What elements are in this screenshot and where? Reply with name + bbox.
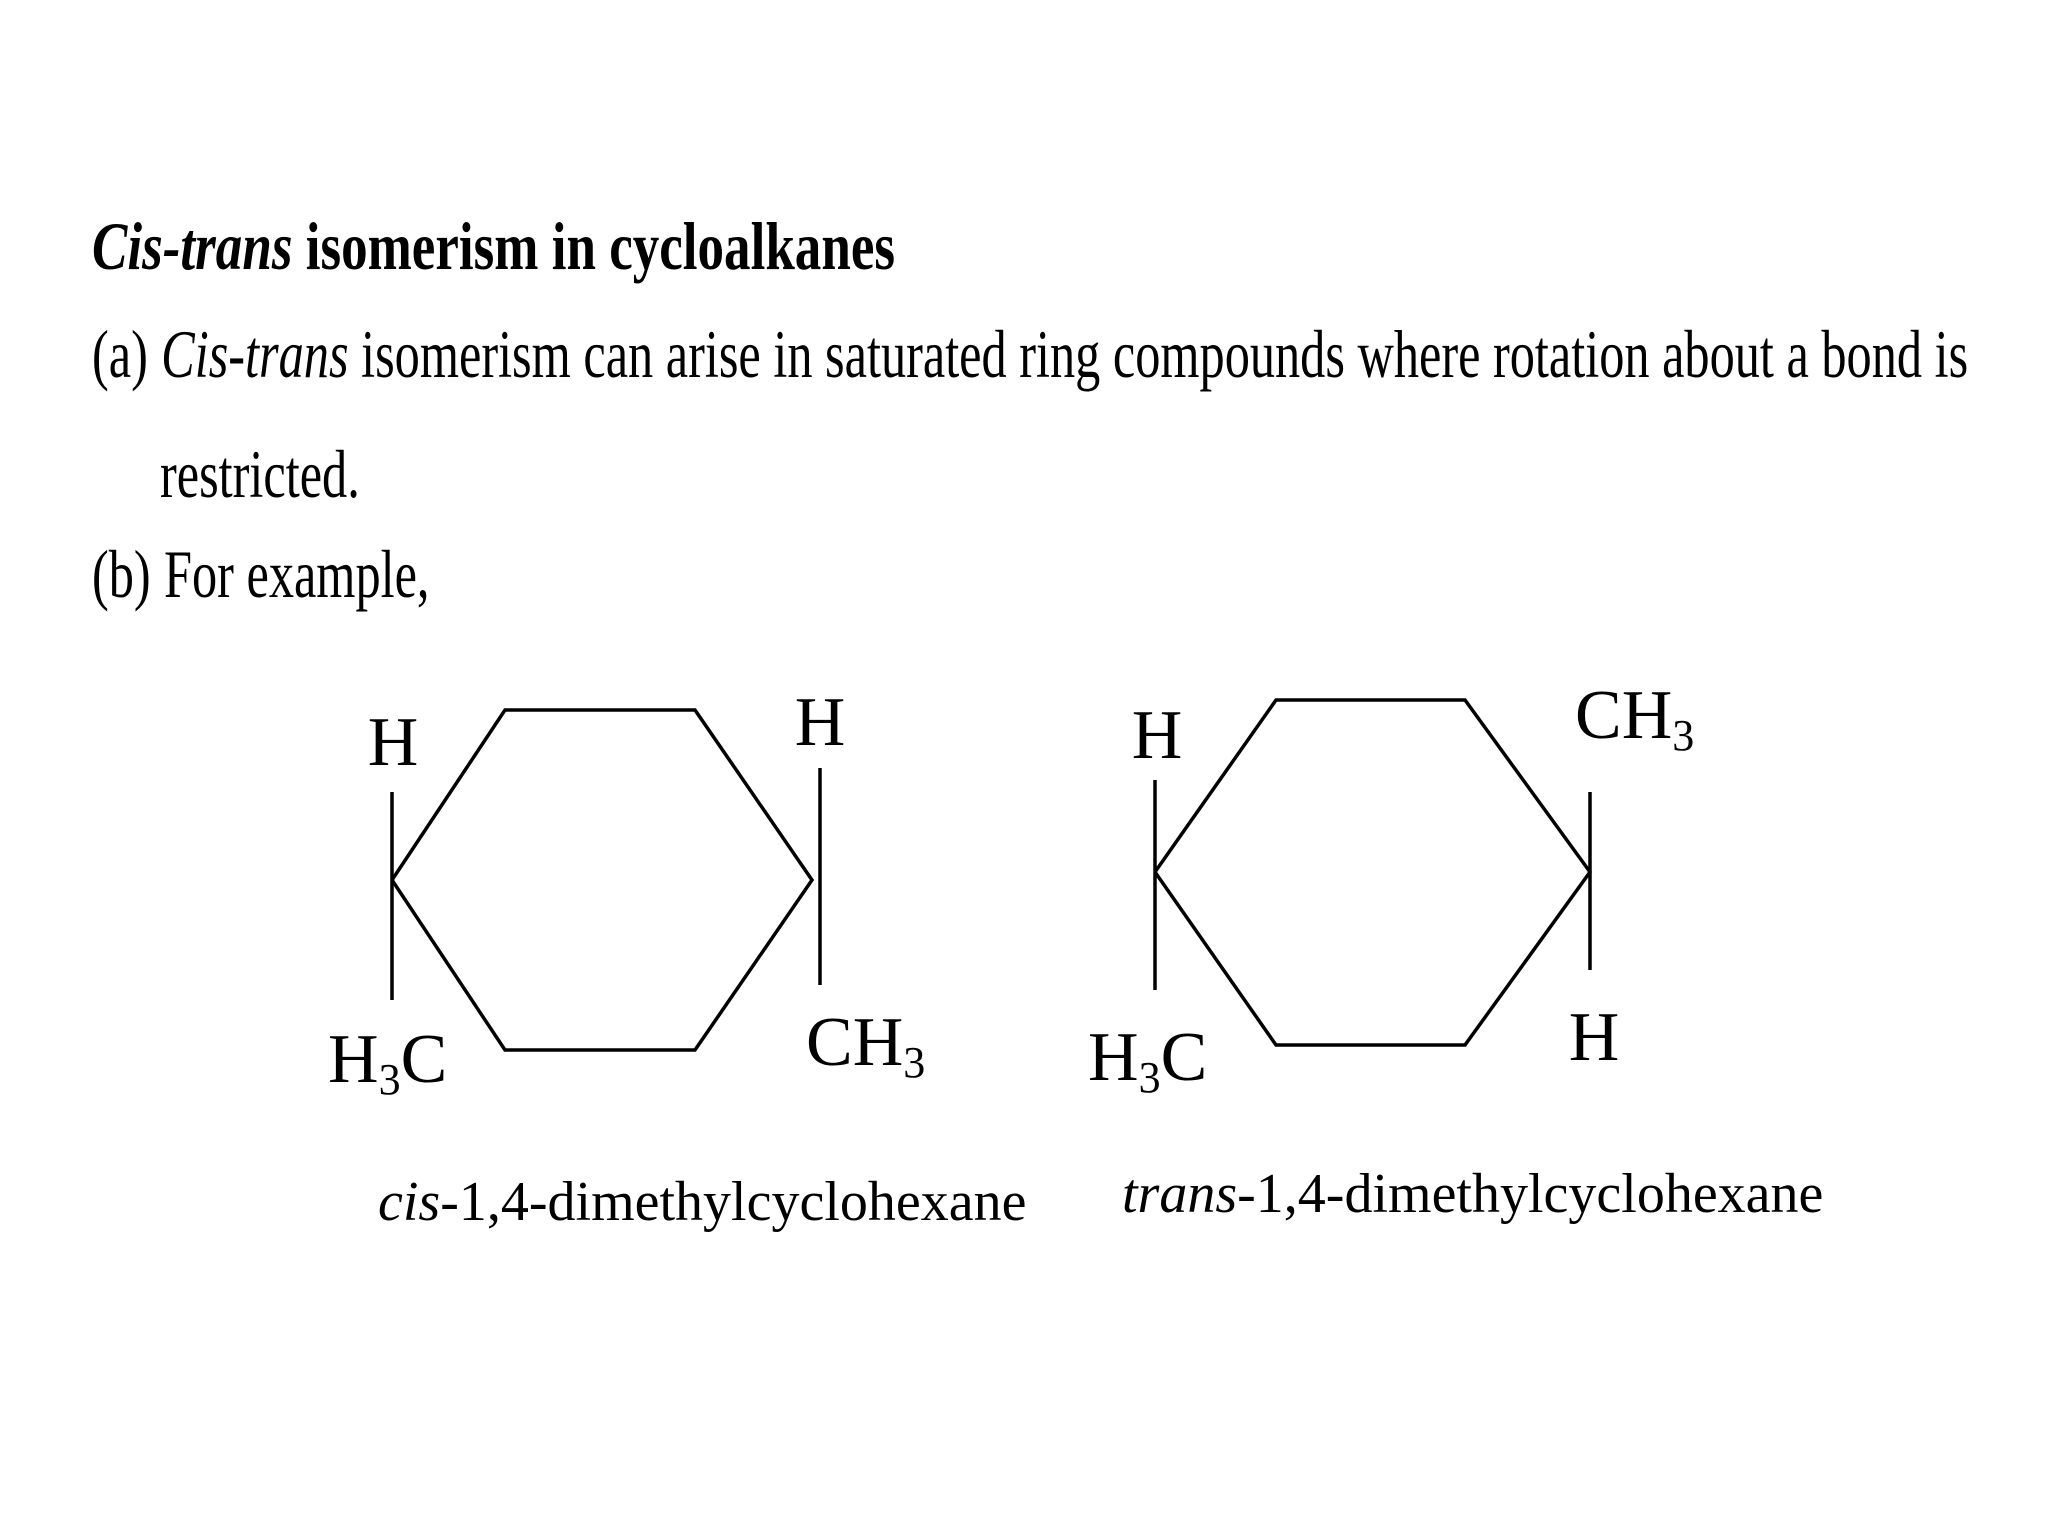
trans-left-bottom-h: H xyxy=(1088,1019,1139,1096)
trans-left-top-label: H xyxy=(1131,697,1183,774)
trans-left-bottom-sub: 3 xyxy=(1138,1053,1161,1102)
cis-left-bottom-h: H xyxy=(328,1021,379,1098)
cis-caption-rest: -1,4-dimethylcyclohexane xyxy=(440,1171,1027,1233)
cis-ring xyxy=(392,710,812,1050)
cis-caption-italic: cis xyxy=(378,1171,441,1233)
trans-left-bottom-label xyxy=(1088,1019,1207,1102)
cis-right-top-label: H xyxy=(794,684,846,761)
cis-right-bottom-ch: CH xyxy=(806,1004,904,1081)
cis-left-top-label: H xyxy=(367,704,419,781)
cis-left-bottom-label xyxy=(328,1021,447,1104)
cis-right-bottom-label xyxy=(806,1004,925,1087)
trans-right-top-label xyxy=(1575,677,1694,760)
trans-ring xyxy=(1155,700,1590,1045)
heading-italic: Cis-trans xyxy=(92,208,293,284)
trans-caption-italic: trans xyxy=(1122,1163,1238,1225)
point-b-marker: (b) xyxy=(92,536,151,612)
heading-rest: isomerism in cycloalkanes xyxy=(292,208,896,284)
trans-left-bottom-c: C xyxy=(1160,1019,1208,1096)
cis-right-bottom-sub: 3 xyxy=(903,1038,926,1087)
trans-right-bottom-label: H xyxy=(1568,999,1620,1076)
cis-left-bottom-c: C xyxy=(400,1021,448,1098)
cis-caption xyxy=(378,1171,1026,1233)
point-a-italic: Cis-trans xyxy=(161,316,349,392)
point-a-text: isomerism can arise in saturated ring compounds where rotation about a bond is xyxy=(348,316,1969,392)
cis-left-bottom-sub: 3 xyxy=(378,1055,401,1104)
trans-right-top-sub: 3 xyxy=(1672,711,1695,760)
point-a-continuation: restricted. xyxy=(160,436,360,512)
trans-molecule xyxy=(1088,677,1823,1225)
trans-caption xyxy=(1122,1163,1823,1225)
trans-right-top-ch: CH xyxy=(1575,677,1673,754)
point-a-marker: (a) xyxy=(92,316,148,392)
cis-molecule xyxy=(328,684,1026,1233)
trans-caption-rest: -1,4-dimethylcyclohexane xyxy=(1237,1163,1824,1225)
point-b-text: For example, xyxy=(163,536,430,612)
